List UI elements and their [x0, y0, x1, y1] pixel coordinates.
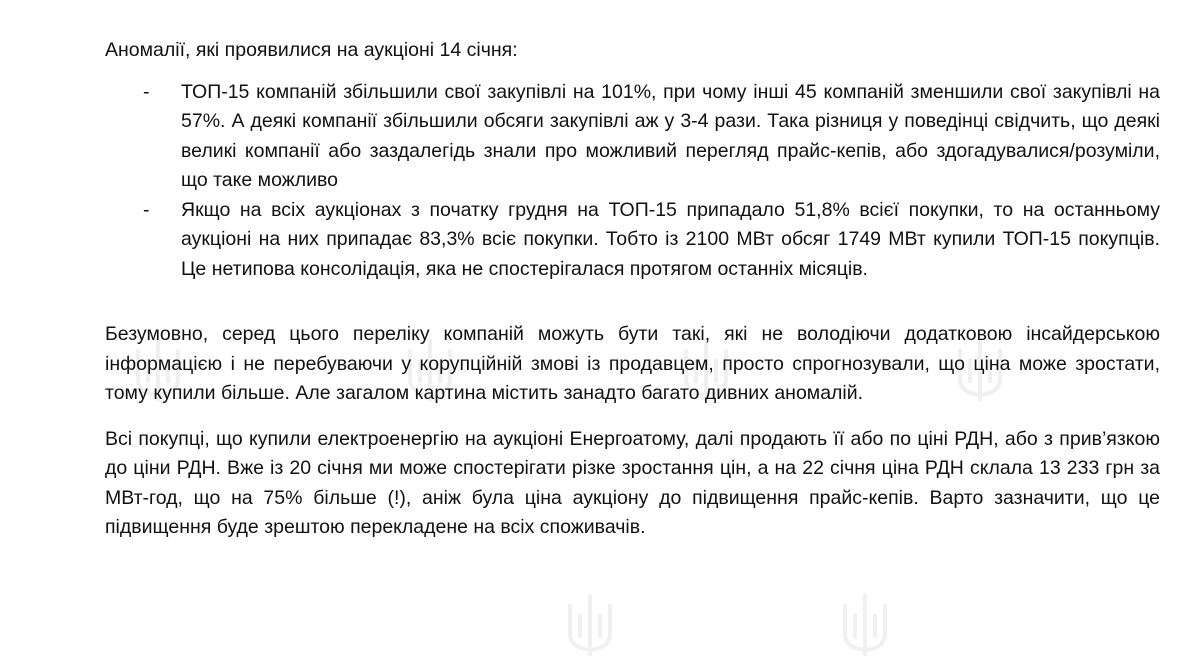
list-item: [105, 196, 1160, 285]
bullet-dash: -: [143, 80, 150, 103]
anomalies-list: [105, 78, 1160, 285]
list-item: [105, 78, 1160, 196]
paragraph-insider: Безумовно, серед цього переліку компаній можуть бути такі, які не володіючи додатковою інсайдерською інформацією і не перебуваючи у корупційній змові із продавцем, просто спрогнозували, що ціна може зростати, тому купили більше. Але загалом картина містить занадто багато дивних аномалій.: [105, 323, 1160, 404]
document-body: [105, 36, 1160, 543]
intro-heading: Аномалії, які проявилися на аукціоні 14 січня:: [105, 39, 518, 61]
bullet-dash: -: [143, 198, 150, 221]
list-item-text: ТОП-15 компаній збільшили свої закупівлі на 101%, при чому інші 45 компаній зменшили свої закупівлі на 57%. А деякі компанії збільшили обсяги закупівлі аж у 3-4 рази. Така різниця у поведінці свідчить, що деякі великі компанії або заздалегідь знали про можливий перегляд прайс-кепів, або здогадувалися/розуміли, що таке можливо: [181, 80, 1160, 191]
paragraph-prices: Всі покупці, що купили електроенергію на аукціоні Енергоатому, далі продають її або по ціні РДН, або з прив’язкою до ціни РДН. Вже із 20 січня ми може спостерігати різке зростання цін, а на 22 січня ціна РДН склала 13 233 грн за МВт-год, що на 75% більше (!), аніж була ціна аукціону до підвищення прайс-кепів. Варто зазначити, що це підвищення буде зрештою перекладене на всіх споживачів.: [105, 427, 1160, 538]
trident-emblem-icon: [560, 590, 620, 660]
trident-emblem-icon: [835, 590, 895, 660]
list-item-text: Якщо на всіх аукціонах з початку грудня на ТОП-15 припадало 51,8% всієї покупки, то на останньому аукціоні на них припадає 83,3% всіє покупки. Тобто із 2100 МВт обсяг 1749 МВт купили ТОП-15 покупців. Це нетипова консолідація, яка не спостерігалася протягом останніх місяців.: [181, 198, 1160, 280]
